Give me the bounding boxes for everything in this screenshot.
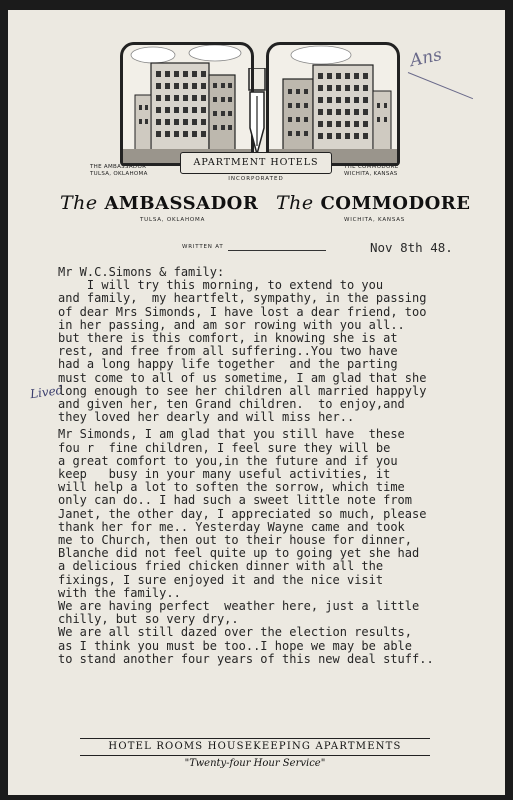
commodore-caption-city: WICHITA, KANSAS (344, 171, 398, 177)
letter-line: I will try this morning, to extend to you (58, 278, 384, 293)
commodore-caption (344, 164, 398, 178)
letter-line: We are having perfect weather here, just a little (58, 599, 420, 614)
pencil-stroke (408, 72, 473, 99)
letter-line: in her passing, and am sor rowing with you all.. (58, 317, 405, 332)
letter-line: chilly, but so very dry,. (58, 612, 239, 627)
letter-line: keep busy in your many useful activities, it (58, 467, 391, 482)
letter-line: me to Church, then out to their house for dinner, (58, 533, 413, 548)
ambassador-city: TULSA, OKLAHOMA (140, 217, 206, 223)
letter-line: and given her, ten Grand children. to enjoy,and (58, 397, 405, 412)
letter-page (8, 10, 505, 795)
letter-body (58, 266, 498, 666)
commodore-caption-name: THE COMMODORE (344, 164, 399, 170)
ambassador-caption-city: TULSA, OKLAHOMA (90, 171, 148, 177)
apartment-hotels-banner: APARTMENT HOTELS (180, 152, 332, 174)
ambassador-title (60, 192, 258, 214)
commodore-title (276, 192, 470, 214)
letter-line: of dear Mrs Simonds, I have lost a dear friend, too (58, 304, 427, 319)
commodore-building-illustration (266, 42, 400, 166)
footer-rule-top (80, 738, 430, 739)
footer-rule-bottom (80, 755, 430, 756)
letter-line: with the family.. (58, 585, 181, 600)
letter-line: must come to all of us sometime, I am glad that she (58, 370, 427, 385)
written-at-label: WRITTEN AT (182, 244, 224, 250)
footer-tagline: "Twenty-four Hour Service" (184, 758, 326, 769)
pencil-annotation: Ans (408, 44, 444, 72)
commodore-title-name: COMMODORE (320, 193, 471, 214)
letter-line: had a long happy life together and the parting (58, 357, 398, 372)
letter-line: will help a lot to soften the sorrow, which time (58, 480, 405, 495)
letter-line: fou r fine children, I feel sure they will be (58, 440, 391, 455)
letter-line: fixings, I sure enjoyed it and the nice visit (58, 572, 384, 587)
letter-date: Nov 8th 48. (370, 240, 453, 255)
letter-line: a delicious fried chicken dinner with all the (58, 559, 384, 574)
ambassador-title-the: The (60, 192, 98, 214)
letter-line: rest, and free from all suffering..You two have (58, 344, 398, 359)
ambassador-caption-name: THE AMBASSADOR (90, 164, 147, 170)
incorporated-label: INCORPORATED (228, 176, 284, 182)
written-at-line (228, 250, 326, 251)
handwritten-margin-note: Lived (29, 382, 65, 402)
commodore-title-the: The (276, 192, 314, 214)
letter-line: Janet, the other day, I appreciated so much, please (58, 506, 427, 521)
letter-line: thank her for me.. Yesterday Wayne came and took (58, 519, 405, 534)
letter-line: and family, my heartfelt, sympathy, in the passing (58, 291, 427, 306)
ambassador-building-illustration (120, 42, 254, 166)
ambassador-title-name: AMBASSADOR (104, 193, 259, 214)
letter-line: they loved her dearly and will miss her.. (58, 410, 355, 425)
letter-line: but there is this comfort, in knowing she is at (58, 331, 398, 346)
letter-line: long enough to see her children all married happyly (58, 383, 427, 398)
letter-line: Mr Simonds, I am glad that you still have these (58, 427, 405, 442)
letter-line: We are all still dazed over the election results, (58, 625, 413, 640)
letter-line: to stand another four years of this new deal stuff.. (58, 651, 434, 666)
letter-line: Mr W.C.Simons & family: (58, 265, 225, 279)
footer-services: HOTEL ROOMS HOUSEKEEPING APARTMENTS (108, 741, 402, 752)
letter-line: a great comfort to you,in the future and if you (58, 453, 398, 468)
commodore-city: WICHITA, KANSAS (344, 217, 406, 223)
letterhead (8, 10, 505, 260)
letter-line: Blanche did not feel quite up to going yet she had (58, 546, 420, 561)
letter-line: as I think you must be too..I hope we may be able (58, 638, 413, 653)
letter-line: only can do.. I had such a sweet little note from (58, 493, 413, 508)
ambassador-caption (90, 164, 148, 178)
